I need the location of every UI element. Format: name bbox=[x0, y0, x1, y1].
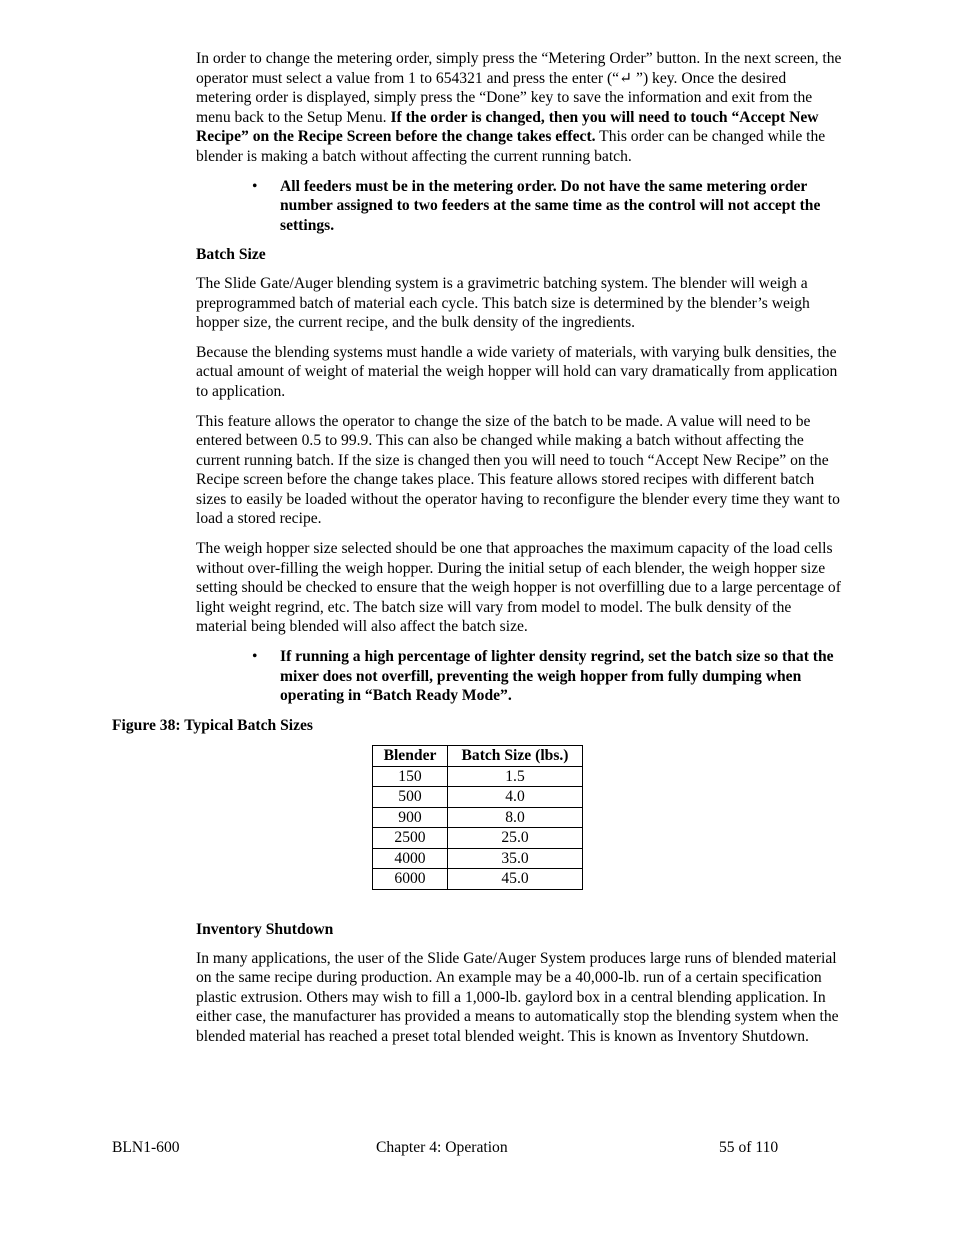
bullet-text: If running a high percentage of lighter density regrind, set the batch size so that the mixer does not overfill, preventing the weigh hopper from fully dumping when operating in “Batch Ready Mode”. bbox=[280, 648, 834, 705]
bullet-icon: • bbox=[252, 177, 258, 195]
footer-chapter: Chapter 4: Operation bbox=[376, 1139, 508, 1156]
text-segment: In order to change the metering order, simply press the “Metering Order” button. In the next screen, the operator must select a value from 1 to 654321 and press the enter (“↵ ”) key. Once the desired metering order is displayed, simply press the “Done” key to save the information and exit from the menu back to the Setup Menu. bbox=[196, 50, 842, 126]
section-heading-inventory-shutdown: Inventory Shutdown bbox=[196, 920, 334, 938]
spacer bbox=[196, 890, 844, 920]
bold-text-segment: If the order is changed, then you will need to touch “Accept New Recipe” on the Recipe Screen before the change takes effect. bbox=[196, 108, 819, 146]
figure-caption: Figure 38: Typical Batch Sizes bbox=[112, 716, 313, 734]
paragraph-inventory-shutdown: In many applications, the user of the Slide Gate/Auger System produces large runs of blended material on the same recipe during production. An example may be a 40,000-lb. run of a certain specification plastic extrusion. Others may wish to fill a 1,000-lb. gaylord box in a central blending application. In either case, the manufacturer has provided a means to automatically stop the blending system when the blended material has reached a preset total blended weight. This is known as Inventory Shutdown. bbox=[196, 949, 839, 1045]
footer-page-number: 55 of 110 bbox=[719, 1139, 779, 1156]
section-heading-batch-size: Batch Size bbox=[196, 246, 266, 264]
cell-batch-size: 45.0 bbox=[448, 869, 583, 890]
cell-batch-size: 25.0 bbox=[448, 828, 583, 849]
cell-blender: 500 bbox=[373, 787, 448, 808]
bullet-item-feeders bbox=[196, 177, 844, 236]
cell-batch-size: 8.0 bbox=[448, 807, 583, 828]
footer-document-id: BLN1-600 bbox=[112, 1139, 180, 1156]
column-header-batch-size: Batch Size (lbs.) bbox=[448, 746, 583, 767]
cell-blender: 6000 bbox=[373, 869, 448, 890]
cell-blender: 150 bbox=[373, 766, 448, 787]
bullet-item-regrind bbox=[196, 647, 844, 706]
table-row bbox=[373, 766, 583, 787]
bullet-icon: • bbox=[252, 648, 258, 666]
table-row bbox=[373, 828, 583, 849]
paragraph-metering-order bbox=[196, 49, 844, 167]
table-row bbox=[373, 807, 583, 828]
paragraph-bulk-densities: Because the blending systems must handle a wide variety of materials, with varying bulk densities, the actual amount of weight of material the weigh hopper will hold can vary dramatically from application to application. bbox=[196, 343, 838, 400]
cell-batch-size: 4.0 bbox=[448, 787, 583, 808]
cell-blender: 2500 bbox=[373, 828, 448, 849]
paragraph-weigh-hopper: The weigh hopper size selected should be one that approaches the maximum capacity of the load cells without over-filling the weigh hopper. During the initial setup of each blender, the weigh hopper size setting should be checked to ensure that the weigh hopper is not overfilling due to a large percentage of light weight regrind, etc. The batch size will vary from model to model. The bulk density of the material being blended will also affect the batch size. bbox=[196, 540, 841, 636]
bullet-text: All feeders must be in the metering order. Do not have the same metering order number assigned to two feeders at the same time as the control will not accept the settings. bbox=[280, 177, 821, 234]
table-row bbox=[373, 869, 583, 890]
table-row bbox=[373, 787, 583, 808]
batch-sizes-table bbox=[372, 745, 583, 890]
paragraph-batch-size-feature: This feature allows the operator to change the size of the batch to be made. A value will need to be entered between 0.5 to 99.9. This can also be changed while making a batch without affecting the current running batch. If the size is changed then you will need to touch “Accept New Recipe” on the Recipe screen before the change takes place. This feature allows stored recipes with different batch sizes to easily be loaded without the operator having to reconfigure the blender every time they want to load a stored recipe. bbox=[196, 412, 840, 528]
cell-batch-size: 1.5 bbox=[448, 766, 583, 787]
cell-blender: 4000 bbox=[373, 848, 448, 869]
table-header-row bbox=[373, 746, 583, 767]
table-row bbox=[373, 848, 583, 869]
paragraph-batch-size-intro: The Slide Gate/Auger blending system is a gravimetric batching system. The blender will weigh a preprogrammed batch of material each cycle. This batch size is determined by the blender’s weigh hopper size, the current recipe, and the bulk density of the ingredients. bbox=[196, 274, 810, 332]
cell-batch-size: 35.0 bbox=[448, 848, 583, 869]
cell-blender: 900 bbox=[373, 807, 448, 828]
page-content bbox=[112, 49, 844, 1056]
column-header-blender: Blender bbox=[373, 746, 448, 767]
text-segment: This order can be changed while the blender is making a batch without affecting the current running batch. bbox=[196, 128, 826, 165]
page-footer bbox=[112, 1138, 812, 1158]
